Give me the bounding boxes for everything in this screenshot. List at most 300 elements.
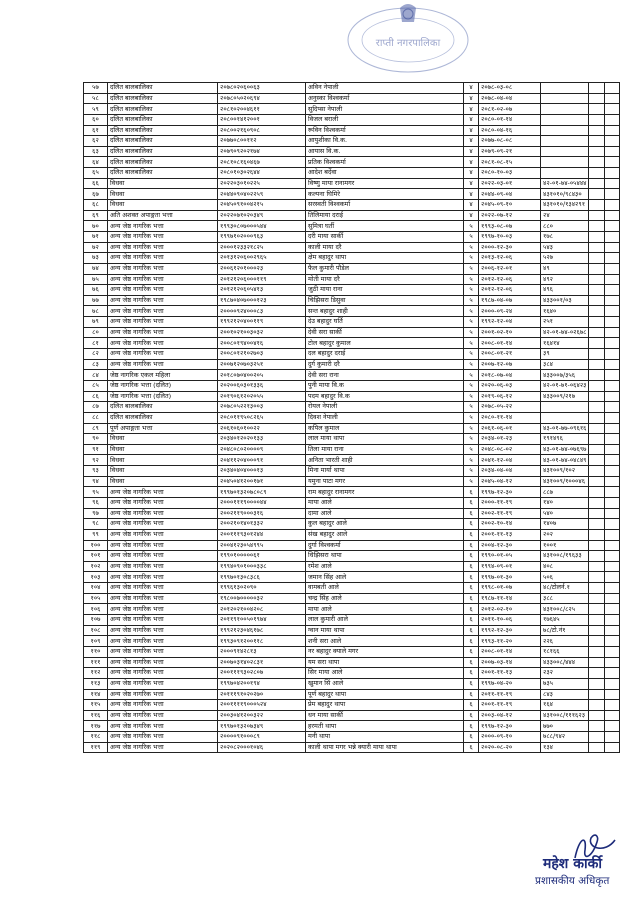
blank-cell bbox=[605, 306, 620, 317]
date-cell: २००१-०२-१० bbox=[479, 327, 541, 338]
blank-cell bbox=[605, 444, 620, 455]
table-row bbox=[84, 625, 620, 636]
name-cell: सुदिप्सा नेपाली bbox=[306, 104, 464, 115]
blank-cell bbox=[605, 221, 620, 232]
date-cell: २००१-११-१९ bbox=[479, 700, 541, 711]
serial-number-cell: ९६ bbox=[84, 497, 108, 508]
blank-cell bbox=[605, 114, 620, 125]
card-number-cell: ८४३ bbox=[541, 689, 589, 700]
blank-cell bbox=[589, 497, 605, 508]
blank-cell bbox=[605, 178, 620, 189]
card-number-cell: १९१४९६ bbox=[541, 434, 589, 445]
date-cell: १९९३-०८-०७ bbox=[479, 221, 541, 232]
table-row bbox=[84, 295, 620, 306]
table-row bbox=[84, 508, 620, 519]
scheme-cell: दलित बालबालिका bbox=[108, 136, 218, 147]
name-cell: काली माया दरै bbox=[306, 242, 464, 253]
scheme-cell: अन्य जेष्ठ नागरिक भत्ता bbox=[108, 593, 218, 604]
card-number-cell: १४० bbox=[541, 497, 589, 508]
name-cell: पुनी माया वि.क bbox=[306, 380, 464, 391]
ward-cell: ४ bbox=[464, 189, 479, 200]
ward-cell: ४ bbox=[464, 157, 479, 168]
blank-cell bbox=[605, 327, 620, 338]
date-cell: २०४१-१२-०४ bbox=[479, 455, 541, 466]
name-cell: ग्वान माया थापा bbox=[306, 625, 464, 636]
blank-cell bbox=[605, 380, 620, 391]
ward-cell: ६ bbox=[464, 519, 479, 530]
ward-cell: ४ bbox=[464, 136, 479, 147]
blank-cell bbox=[589, 593, 605, 604]
blank-cell bbox=[589, 178, 605, 189]
serial-number-cell: ७७ bbox=[84, 295, 108, 306]
ward-cell: ४ bbox=[464, 168, 479, 179]
table-row bbox=[84, 412, 620, 423]
date-cell: २००६-१२-०१ bbox=[479, 263, 541, 274]
blank-cell bbox=[605, 593, 620, 604]
serial-number-cell: ९२ bbox=[84, 455, 108, 466]
serial-number-cell: ८३ bbox=[84, 359, 108, 370]
date-cell: २०१९-०६-१२ bbox=[479, 391, 541, 402]
blank-cell bbox=[605, 146, 620, 157]
blank-cell bbox=[605, 242, 620, 253]
serial-number-cell: ८४ bbox=[84, 370, 108, 381]
card-number-cell bbox=[541, 168, 589, 179]
serial-number-cell: ९५ bbox=[84, 487, 108, 498]
table-row bbox=[84, 317, 620, 328]
blank-cell bbox=[605, 625, 620, 636]
id-number-cell: २०८०१०३०२६४४ bbox=[218, 168, 306, 179]
id-number-cell: २००६१२०१०००२३ bbox=[218, 263, 306, 274]
card-number-cell: ४९ bbox=[541, 263, 589, 274]
id-number-cell: १९९०१०००००६१ bbox=[218, 551, 306, 562]
date-cell: २०३४-०४-०४ bbox=[479, 466, 541, 477]
card-number-cell: २४ bbox=[541, 210, 589, 221]
serial-number-cell: १०० bbox=[84, 540, 108, 551]
blank-cell bbox=[605, 508, 620, 519]
scheme-cell: अन्य जेष्ठ नागरिक भत्ता bbox=[108, 274, 218, 285]
blank-cell bbox=[589, 721, 605, 732]
table-row bbox=[84, 466, 620, 477]
id-number-cell: २००८०१९४००४१६ bbox=[218, 338, 306, 349]
scheme-cell: अन्य जेष्ठ नागरिक भत्ता bbox=[108, 732, 218, 743]
date-cell: २०१३-१२-०६ bbox=[479, 253, 541, 264]
card-number-cell: ३९ bbox=[541, 349, 589, 360]
signatory-name: महेश कार्की bbox=[543, 856, 602, 872]
scheme-cell: दलित बालबालिका bbox=[108, 168, 218, 179]
date-cell: १९९३-११-२० bbox=[479, 636, 541, 647]
ward-cell: ६ bbox=[464, 561, 479, 572]
blank-cell bbox=[589, 125, 605, 136]
card-number-cell: ३८८ bbox=[541, 593, 589, 604]
id-number-cell: २०८०११९५०८२६५ bbox=[218, 412, 306, 423]
blank-cell bbox=[605, 157, 620, 168]
ward-cell: ५ bbox=[464, 263, 479, 274]
id-number-cell: १९९७०१३२०७३४९ bbox=[218, 721, 306, 732]
scheme-cell: अन्य जेष्ठ नागरिक भत्ता bbox=[108, 678, 218, 689]
scheme-cell: अन्य जेष्ठ नागरिक भत्ता bbox=[108, 359, 218, 370]
name-cell: माया आले bbox=[306, 604, 464, 615]
blank-cell bbox=[605, 636, 620, 647]
scheme-cell: अन्य जेष्ठ नागरिक भत्ता bbox=[108, 572, 218, 583]
ward-cell: ६ bbox=[464, 657, 479, 668]
name-cell: जुठी माया राना bbox=[306, 285, 464, 296]
ward-cell: ५ bbox=[464, 349, 479, 360]
scheme-cell: अन्य जेष्ठ नागरिक भत्ता bbox=[108, 646, 218, 657]
scheme-cell: अन्य जेष्ठ नागरिक भत्ता bbox=[108, 253, 218, 264]
blank-cell bbox=[589, 710, 605, 721]
blank-cell bbox=[605, 476, 620, 487]
blank-cell bbox=[605, 370, 620, 381]
scheme-cell: अन्य जेष्ठ नागरिक भत्ता bbox=[108, 710, 218, 721]
date-cell: २०११-१०-०६ bbox=[479, 615, 541, 626]
card-number-cell: ४३१००८/१११६२३ bbox=[541, 710, 589, 721]
card-number-cell: ५४० bbox=[541, 508, 589, 519]
name-cell: चन्द्र सिंह आले bbox=[306, 593, 464, 604]
card-number-cell: ४३३००८/४४४ bbox=[541, 657, 589, 668]
table-row bbox=[84, 402, 620, 413]
table-row bbox=[84, 710, 620, 721]
scheme-cell: दलित बालबालिका bbox=[108, 114, 218, 125]
blank-cell bbox=[589, 519, 605, 530]
card-number-cell: २०२ bbox=[541, 529, 589, 540]
blank-cell bbox=[589, 146, 605, 157]
blank-cell bbox=[589, 263, 605, 274]
scheme-cell: अन्य जेष्ठ नागरिक भत्ता bbox=[108, 242, 218, 253]
date-cell: २०७७-०८-०८ bbox=[479, 136, 541, 147]
beneficiary-table bbox=[83, 82, 620, 753]
blank-cell bbox=[589, 327, 605, 338]
serial-number-cell: ९४ bbox=[84, 476, 108, 487]
id-number-cell: २०१२०२१००४२०८ bbox=[218, 604, 306, 615]
id-number-cell: २०००१११९००००४४ bbox=[218, 497, 306, 508]
ward-cell: ५ bbox=[464, 327, 479, 338]
id-number-cell: २०१८०७०४००२०५ bbox=[218, 370, 306, 381]
ward-cell: ४ bbox=[464, 114, 479, 125]
serial-number-cell: ७५ bbox=[84, 274, 108, 285]
date-cell: २०००-१२-३० bbox=[479, 242, 541, 253]
serial-number-cell: ९३ bbox=[84, 466, 108, 477]
blank-cell bbox=[589, 402, 605, 413]
blank-cell bbox=[589, 370, 605, 381]
date-cell: २०१२-०२-१० bbox=[479, 604, 541, 615]
scheme-cell: विधवा bbox=[108, 476, 218, 487]
table-row bbox=[84, 146, 620, 157]
scheme-cell: अन्य जेष्ठ नागरिक भत्ता bbox=[108, 604, 218, 615]
scheme-cell: विधवा bbox=[108, 466, 218, 477]
blank-cell bbox=[605, 402, 620, 413]
blank-cell bbox=[605, 710, 620, 721]
ward-cell: ६ bbox=[464, 615, 479, 626]
ward-cell: ६ bbox=[464, 508, 479, 519]
table-row bbox=[84, 263, 620, 274]
name-cell: सन्त बहादुर शाही bbox=[306, 306, 464, 317]
serial-number-cell: ८२ bbox=[84, 349, 108, 360]
scheme-cell: अन्य जेष्ठ नागरिक भत्ता bbox=[108, 263, 218, 274]
id-number-cell: १९९२१२०४००११९ bbox=[218, 317, 306, 328]
blank-cell bbox=[605, 497, 620, 508]
date-cell: २०००-०९-१० bbox=[479, 732, 541, 743]
card-number-cell: २२६ bbox=[541, 636, 589, 647]
blank-cell bbox=[589, 423, 605, 434]
scheme-cell: विधवा bbox=[108, 455, 218, 466]
name-cell: कपिल कुमाल bbox=[306, 423, 464, 434]
serial-number-cell: १०६ bbox=[84, 604, 108, 615]
name-cell: यमुना पाटा मगर bbox=[306, 476, 464, 487]
table-row bbox=[84, 742, 620, 753]
date-cell: १९९७-१०-०३ bbox=[479, 231, 541, 242]
blank-cell bbox=[589, 508, 605, 519]
table-row bbox=[84, 157, 620, 168]
ward-cell: ६ bbox=[464, 721, 479, 732]
blank-cell bbox=[589, 157, 605, 168]
blank-cell bbox=[589, 295, 605, 306]
id-number-cell: २००४१२३०५४९९५ bbox=[218, 540, 306, 551]
id-number-cell: १९९७०१३२०७८०८९ bbox=[218, 487, 306, 498]
card-number-cell bbox=[541, 412, 589, 423]
name-cell: देवी सरा राना bbox=[306, 370, 464, 381]
blank-cell bbox=[605, 274, 620, 285]
scheme-cell: दलित बालबालिका bbox=[108, 125, 218, 136]
name-cell: दुर्ग कुमारी दरै bbox=[306, 359, 464, 370]
ward-cell: ६ bbox=[464, 700, 479, 711]
date-cell: २०८०-११-१४ bbox=[479, 412, 541, 423]
ward-cell: ६ bbox=[464, 678, 479, 689]
name-cell: मनी थापा bbox=[306, 732, 464, 743]
id-number-cell: २००७०३१४०२८३१ bbox=[218, 657, 306, 668]
date-cell: २०२०-०८-२० bbox=[479, 742, 541, 753]
card-number-cell bbox=[541, 402, 589, 413]
id-number-cell: २०८१०२००४६११ bbox=[218, 104, 306, 115]
table-row bbox=[84, 231, 620, 242]
table-row bbox=[84, 636, 620, 647]
id-number-cell: १९९३०८०७०००५४४ bbox=[218, 221, 306, 232]
blank-cell bbox=[589, 572, 605, 583]
scheme-cell: अन्य जेष्ठ नागरिक भत्ता bbox=[108, 487, 218, 498]
blank-cell bbox=[589, 306, 605, 317]
date-cell: २००१-११-१३ bbox=[479, 529, 541, 540]
id-number-cell: १९९७०१३०८३८६ bbox=[218, 572, 306, 583]
serial-number-cell: ८१ bbox=[84, 338, 108, 349]
serial-number-cell: १०५ bbox=[84, 593, 108, 604]
scheme-cell: जेष्ठ नागरिक एकल महिला bbox=[108, 370, 218, 381]
id-number-cell: २०३४०१२०२०१३३ bbox=[218, 434, 306, 445]
name-cell: प्रेम बहादुर थापा bbox=[306, 700, 464, 711]
blank-cell bbox=[605, 540, 620, 551]
id-number-cell: २०२०८२०००१०४६ bbox=[218, 742, 306, 753]
name-cell: आयास वि.क. bbox=[306, 146, 464, 157]
name-cell: संख बहादुर आले bbox=[306, 529, 464, 540]
blank-cell bbox=[605, 253, 620, 264]
blank-cell bbox=[605, 136, 620, 147]
scheme-cell: अन्य जेष्ठ नागरिक भत्ता bbox=[108, 327, 218, 338]
name-cell: मोती माया दरै bbox=[306, 274, 464, 285]
card-number-cell: १३४ bbox=[541, 742, 589, 753]
name-cell: सरस्वती विश्वकर्मा bbox=[306, 200, 464, 211]
serial-number-cell: ८९ bbox=[84, 423, 108, 434]
card-number-cell: ५०६ bbox=[541, 572, 589, 583]
ward-cell: ५ bbox=[464, 359, 479, 370]
scheme-cell: अन्य जेष्ठ नागरिक भत्ता bbox=[108, 583, 218, 594]
serial-number-cell: ११२ bbox=[84, 668, 108, 679]
date-cell: २०७८-०४-०४ bbox=[479, 93, 541, 104]
id-number-cell: २०१२१२०६०००११९ bbox=[218, 274, 306, 285]
card-number-cell: १४०७ bbox=[541, 519, 589, 530]
date-cell: २०२०-०६-०३ bbox=[479, 380, 541, 391]
ward-cell: ५ bbox=[464, 285, 479, 296]
card-number-cell: ४३१००९/१०२ bbox=[541, 466, 589, 477]
blank-cell bbox=[589, 210, 605, 221]
blank-cell bbox=[589, 359, 605, 370]
card-number-cell: ४३१००८/८२५ bbox=[541, 604, 589, 615]
blank-cell bbox=[605, 487, 620, 498]
blank-cell bbox=[589, 444, 605, 455]
date-cell: १९९७-०४-२० bbox=[479, 678, 541, 689]
serial-number-cell: ७४ bbox=[84, 263, 108, 274]
blank-cell bbox=[605, 104, 620, 115]
scheme-cell: दलित बालबालिका bbox=[108, 93, 218, 104]
id-number-cell: २००११११९०००५२४ bbox=[218, 700, 306, 711]
id-number-cell: २००२११९०००३१६ bbox=[218, 508, 306, 519]
card-number-cell: ४३३००९/२१७ bbox=[541, 391, 589, 402]
table-row bbox=[84, 551, 620, 562]
ward-cell: ५ bbox=[464, 317, 479, 328]
serial-number-cell: ९१ bbox=[84, 444, 108, 455]
table-row bbox=[84, 678, 620, 689]
table-row bbox=[84, 359, 620, 370]
scheme-cell: दलित बालबालिका bbox=[108, 146, 218, 157]
table-row bbox=[84, 391, 620, 402]
date-cell: २०३४-०१-२३ bbox=[479, 434, 541, 445]
card-number-cell bbox=[541, 146, 589, 157]
serial-number-cell: १०८ bbox=[84, 625, 108, 636]
table-row bbox=[84, 423, 620, 434]
id-number-cell: २०१३१२०६००२९६५ bbox=[218, 253, 306, 264]
serial-number-cell: ९९ bbox=[84, 529, 108, 540]
id-number-cell: २०४५०४१२००१७१ bbox=[218, 476, 306, 487]
signatory-title: प्रशासकीय अधिकृत bbox=[535, 875, 610, 887]
table-row bbox=[84, 93, 620, 104]
id-number-cell: २०७८०५०२०६९४ bbox=[218, 93, 306, 104]
table-row bbox=[84, 455, 620, 466]
ward-cell: ६ bbox=[464, 583, 479, 594]
card-number-cell bbox=[541, 104, 589, 115]
ward-cell: ५ bbox=[464, 423, 479, 434]
id-number-cell: १९८००७०००००३२ bbox=[218, 593, 306, 604]
scheme-cell: अन्य जेष्ठ नागरिक भत्ता bbox=[108, 231, 218, 242]
scheme-cell: अन्य जेष्ठ नागरिक भत्ता bbox=[108, 338, 218, 349]
card-number-cell: ८८७ bbox=[541, 487, 589, 498]
table-row bbox=[84, 689, 620, 700]
table-body bbox=[84, 83, 620, 753]
ward-cell: ४ bbox=[464, 210, 479, 221]
blank-cell bbox=[605, 455, 620, 466]
blank-cell bbox=[605, 668, 620, 679]
card-number-cell: ३८४ bbox=[541, 359, 589, 370]
date-cell: २०४४-०९-०४ bbox=[479, 189, 541, 200]
ward-cell: ६ bbox=[464, 604, 479, 615]
card-number-cell: ४३१०१०/१३४२९१ bbox=[541, 200, 589, 211]
blank-cell bbox=[589, 114, 605, 125]
serial-number-cell: ६४ bbox=[84, 157, 108, 168]
serial-number-cell: ९० bbox=[84, 434, 108, 445]
ward-cell: ५ bbox=[464, 231, 479, 242]
date-cell: २०११-११-१९ bbox=[479, 689, 541, 700]
date-cell: १९९७-१२-३० bbox=[479, 721, 541, 732]
seal-text: राप्ती नगरपालिका bbox=[375, 38, 441, 49]
id-number-cell: १९८७०४०७०००१२३ bbox=[218, 295, 306, 306]
table-row bbox=[84, 83, 620, 94]
name-cell: पूर्ण बहादुर थापा bbox=[306, 689, 464, 700]
table-row bbox=[84, 370, 620, 381]
name-cell: जमान सिंह आले bbox=[306, 572, 464, 583]
scheme-cell: अति अशक्त अपाङ्गता भत्ता bbox=[108, 210, 218, 221]
blank-cell bbox=[605, 125, 620, 136]
serial-number-cell: १०२ bbox=[84, 561, 108, 572]
name-cell: दरी माया सार्की bbox=[306, 231, 464, 242]
name-cell: तिलिमाया दराई bbox=[306, 210, 464, 221]
blank-cell bbox=[589, 274, 605, 285]
scheme-cell: अन्य जेष्ठ नागरिक भत्ता bbox=[108, 295, 218, 306]
blank-cell bbox=[605, 168, 620, 179]
scheme-cell: अन्य जेष्ठ नागरिक भत्ता bbox=[108, 551, 218, 562]
scheme-cell: अन्य जेष्ठ नागरिक भत्ता bbox=[108, 700, 218, 711]
card-number-cell: २३२ bbox=[541, 668, 589, 679]
card-number-cell: २५१ bbox=[541, 317, 589, 328]
name-cell: अविन नेपाली bbox=[306, 83, 464, 94]
date-cell: २०००-११-१९ bbox=[479, 497, 541, 508]
table-row bbox=[84, 668, 620, 679]
serial-number-cell: ७८ bbox=[84, 306, 108, 317]
date-cell: २०००-०९-२४ bbox=[479, 306, 541, 317]
card-number-cell: ४३३००१/०३ bbox=[541, 295, 589, 306]
blank-cell bbox=[605, 231, 620, 242]
serial-number-cell: ८६ bbox=[84, 391, 108, 402]
scheme-cell: अन्य जेष्ठ नागरिक भत्ता bbox=[108, 497, 218, 508]
date-cell: १९८७-११-१४ bbox=[479, 593, 541, 604]
card-number-cell: ४३१०१०/९८४३० bbox=[541, 189, 589, 200]
blank-cell bbox=[589, 487, 605, 498]
date-cell: २०८०-०४-१६ bbox=[479, 125, 541, 136]
scheme-cell: अन्य जेष्ठ नागरिक भत्ता bbox=[108, 317, 218, 328]
id-number-cell: २०७८०२०६००६३ bbox=[218, 83, 306, 94]
blank-cell bbox=[605, 657, 620, 668]
ward-cell: ५ bbox=[464, 370, 479, 381]
serial-number-cell: ११० bbox=[84, 646, 108, 657]
card-number-cell bbox=[541, 93, 589, 104]
id-number-cell: २०७७०८००११२ bbox=[218, 136, 306, 147]
ward-cell: ५ bbox=[464, 455, 479, 466]
scheme-cell: विधवा bbox=[108, 200, 218, 211]
blank-cell bbox=[605, 689, 620, 700]
table-row bbox=[84, 349, 620, 360]
blank-cell bbox=[605, 604, 620, 615]
blank-cell bbox=[605, 200, 620, 211]
blank-cell bbox=[605, 466, 620, 477]
id-number-cell: २०८००२१६०९०८ bbox=[218, 125, 306, 136]
blank-cell bbox=[605, 189, 620, 200]
name-cell: नर बहादुर क्याले मगर bbox=[306, 646, 464, 657]
card-number-cell bbox=[541, 114, 589, 125]
blank-cell bbox=[605, 285, 620, 296]
ward-cell: ६ bbox=[464, 689, 479, 700]
date-cell: १९९२-१२-०४ bbox=[479, 317, 541, 328]
serial-number-cell: ७१ bbox=[84, 231, 108, 242]
name-cell: सिर माया आले bbox=[306, 668, 464, 679]
name-cell: हरमती थापा bbox=[306, 721, 464, 732]
name-cell: कुल बहादुर आले bbox=[306, 519, 464, 530]
ward-cell: ६ bbox=[464, 487, 479, 498]
table-row bbox=[84, 200, 620, 211]
